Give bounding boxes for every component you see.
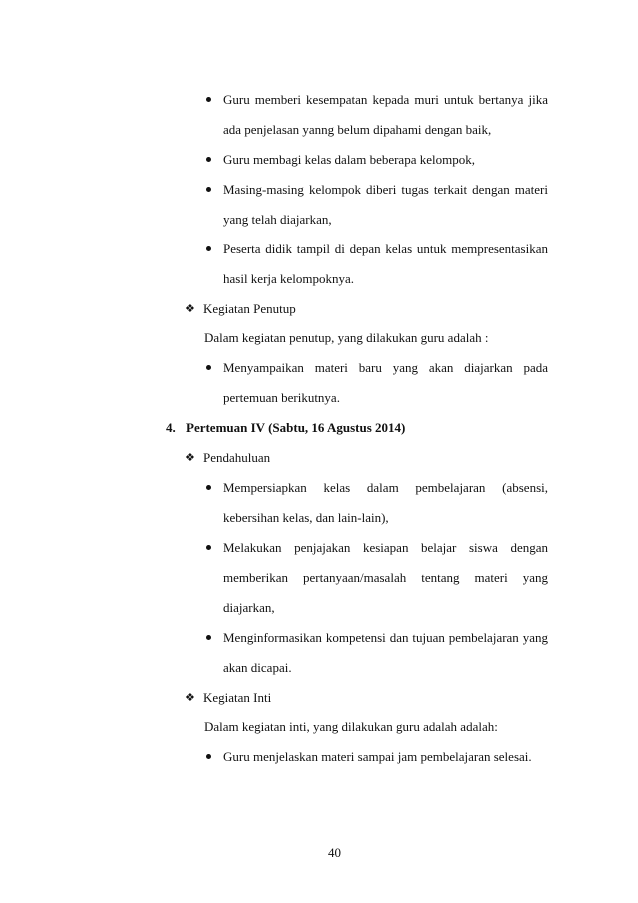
bullet-icon [206, 485, 211, 490]
list-item: Mempersiapkan kelas dalam pembelajaran (absensi, [223, 480, 548, 495]
section-title: Pertemuan IV (Sabtu, 16 Agustus 2014) [186, 420, 406, 435]
section-number: 4. [166, 420, 176, 435]
section-heading: Kegiatan Penutup [203, 301, 296, 316]
list-item-continuation: pertemuan berikutnya. [223, 390, 340, 405]
section-heading: Kegiatan Inti [203, 690, 272, 705]
list-item-continuation: yang telah diajarkan, [223, 212, 332, 227]
bullet-icon [206, 187, 211, 192]
list-item-continuation: ada penjelasan yanng belum dipahami dengan baik, [223, 122, 492, 137]
page-number: 40 [328, 845, 341, 860]
paragraph: Dalam kegiatan penutup, yang dilakukan guru adalah : [204, 330, 489, 345]
bullet-icon [206, 635, 211, 640]
diamond-bullet-icon: ❖ [185, 452, 195, 464]
list-item: Menyampaikan materi baru yang akan diajarkan pada [223, 360, 548, 375]
list-item: Peserta didik tampil di depan kelas untuk mempresentasikan [223, 241, 548, 256]
bullet-icon [206, 365, 211, 370]
list-item-continuation: hasil kerja kelompoknya. [223, 271, 355, 286]
list-item-continuation: diajarkan, [223, 600, 275, 615]
list-item: Melakukan penjajakan kesiapan belajar siswa dengan [223, 540, 548, 555]
list-item: Masing-masing kelompok diberi tugas terkait dengan materi [223, 182, 548, 197]
list-item-continuation: akan dicapai. [223, 660, 292, 675]
bullet-icon [206, 157, 211, 162]
list-item: Guru memberi kesempatan kepada muri untuk bertanya jika [223, 92, 548, 107]
bullet-icon [206, 754, 211, 759]
list-item: Guru membagi kelas dalam beberapa kelompok, [223, 152, 475, 167]
paragraph: Dalam kegiatan inti, yang dilakukan guru adalah adalah: [204, 719, 498, 734]
bullet-icon [206, 545, 211, 550]
list-item-continuation: memberikan pertanyaan/masalah tentang materi yang [223, 570, 548, 585]
diamond-bullet-icon: ❖ [185, 692, 195, 704]
list-item-continuation: kebersihan kelas, dan lain-lain), [223, 510, 389, 525]
bullet-icon [206, 246, 211, 251]
section-heading: Pendahuluan [203, 450, 271, 465]
diamond-bullet-icon: ❖ [185, 303, 195, 315]
list-item: Menginformasikan kompetensi dan tujuan pembelajaran yang [223, 630, 548, 645]
bullet-icon [206, 97, 211, 102]
list-item: Guru menjelaskan materi sampai jam pembelajaran selesai. [223, 749, 532, 764]
